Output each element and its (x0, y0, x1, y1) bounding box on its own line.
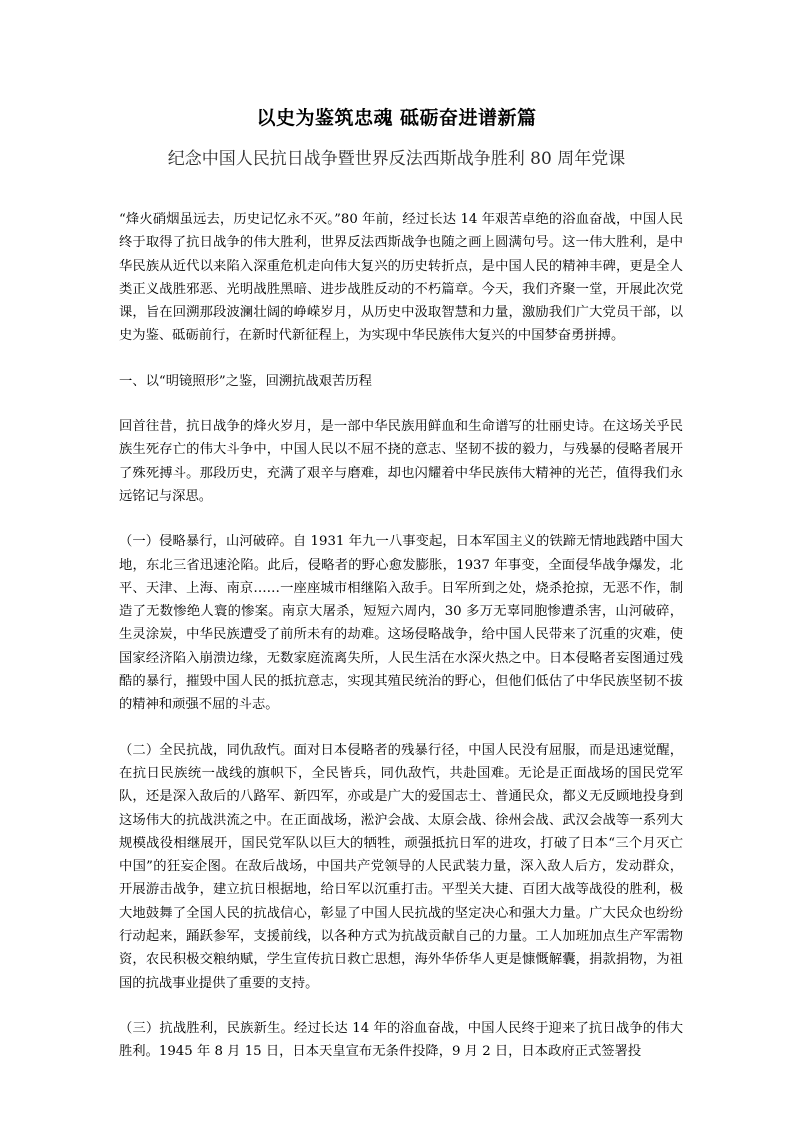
subsection-paragraph-1: （一）侵略暴行，山河破碎。自 1931 年九一八事变起，日本军国主义的铁蹄无情地践踏中国大地，东北三省迅速沦陷。此后，侵略者的野心愈发膨胀，1937 年事变，全面侵华战争爆发，北平、天津、上海、南京……一座座城市相继陷入敌手。日军所到之处，烧杀抢掠，无恶不作，制造了无数惨绝人寰的惨案。南京大屠杀，短短六周内，30 多万无辜同胞惨遭杀害，山河破碎，生灵涂炭，中华民族遭受了前所未有的劫难。这场侵略战争，给中国人民带来了沉重的灾难，使国家经济陷入崩溃边缘，无数家庭流离失所，人民生活在水深火热之中。日本侵略者妄图通过残酷的暴行，摧毁中国人民的抵抗意志，实现其殖民统治的野心，但他们低估了中华民族坚韧不拔的精神和顽强不屈的斗志。 (119, 534, 683, 713)
paragraph-gap (119, 995, 683, 1017)
document-body (119, 208, 683, 1064)
section-heading: 一、以“明镜照形”之鉴，回溯抗战艰苦历程 (119, 373, 372, 389)
paragraph-gap (119, 717, 683, 739)
section-intro-paragraph: 回首往昔，抗日战争的烽火岁月，是一部中华民族用鲜血和生命谱写的壮丽史诗。在这场关乎民族生死存亡的伟大斗争中，中国人民以不屈不挠的意志、坚韧不拔的毅力，与残暴的侵略者展开了殊死搏斗。那段历史，充满了艰辛与磨难，却也闪耀着中华民族伟大精神的光芒，值得我们永远铭记与深思。 (119, 419, 683, 504)
document-subtitle: 纪念中国人民抗日战争暨世界反法西斯战争胜利 80 周年党课 (167, 149, 626, 169)
paragraph-gap (119, 508, 683, 530)
subsection-paragraph-3: （三）抗战胜利，民族新生。经过长达 14 年的浴血奋战，中国人民终于迎来了抗日战争的伟大胜利。1945 年 8 月 15 日，日本天皇宣布无条件投降，9 月 2 日，日本政府正式签署投 (119, 1020, 683, 1060)
paragraph-gap (119, 348, 683, 370)
intro-paragraph: “烽火硝烟虽远去，历史记忆永不灭。”80 年前，经过长达 14 年艰苦卓绝的浴血奋战，中国人民终于取得了抗日战争的伟大胜利，世界反法西斯战争也随之画上圆满句号。这一伟大胜利，是中华民族从近代以来陷入深重危机走向伟大复兴的历史转折点，是中国人民的精神丰碑，更是全人类正义战胜邪恶、光明战胜黑暗、进步战胜反动的不朽篇章。今天，我们齐聚一堂，开展此次党课，旨在回溯那段波澜壮阔的峥嵘岁月，从历史中汲取智慧和力量，激励我们广大党员干部，以史为鉴、砥砺前行，在新时代新征程上，为实现中华民族伟大复兴的中国梦奋勇拼搏。 (119, 212, 683, 344)
document-title: 以史为鉴筑忠魂 砥砺奋进谱新篇 (256, 107, 537, 129)
paragraph-gap (119, 393, 683, 415)
subsection-paragraph-2: （二）全民抗战，同仇敌忾。面对日本侵略者的残暴行径，中国人民没有屈服，而是迅速觉醒，在抗日民族统一战线的旗帜下，全民皆兵，同仇敌忾，共赴国难。无论是正面战场的国民党军队，还是深入敌后的八路军、新四军，亦或是广大的爱国志士、普通民众，都义无反顾地投身到这场伟大的抗战洪流之中。在正面战场，淞沪会战、太原会战、徐州会战、武汉会战等一系列大规模战役相继展开，国民党军队以巨大的牺牲，顽强抵抗日军的进攻，打破了日本“三个月灭亡中国”的狂妄企图。在敌后战场，中国共产党领导的人民武装力量，深入敌人后方，发动群众，开展游击战争，建立抗日根据地，给日军以沉重打击。平型关大捷、百团大战等战役的胜利，极大地鼓舞了全国人民的抗战信心，彰显了中国人民抗战的坚定决心和强大力量。广大民众也纷纷行动起来，踊跃参军，支援前线，以各种方式为抗战贡献自己的力量。工人加班加点生产军需物资，农民积极交粮纳赋，学生宣传抗日救亡思想，海外华侨华人更是慷慨解囊，捐款捐物，为祖国的抗战事业提供了重要的支持。 (119, 742, 683, 991)
